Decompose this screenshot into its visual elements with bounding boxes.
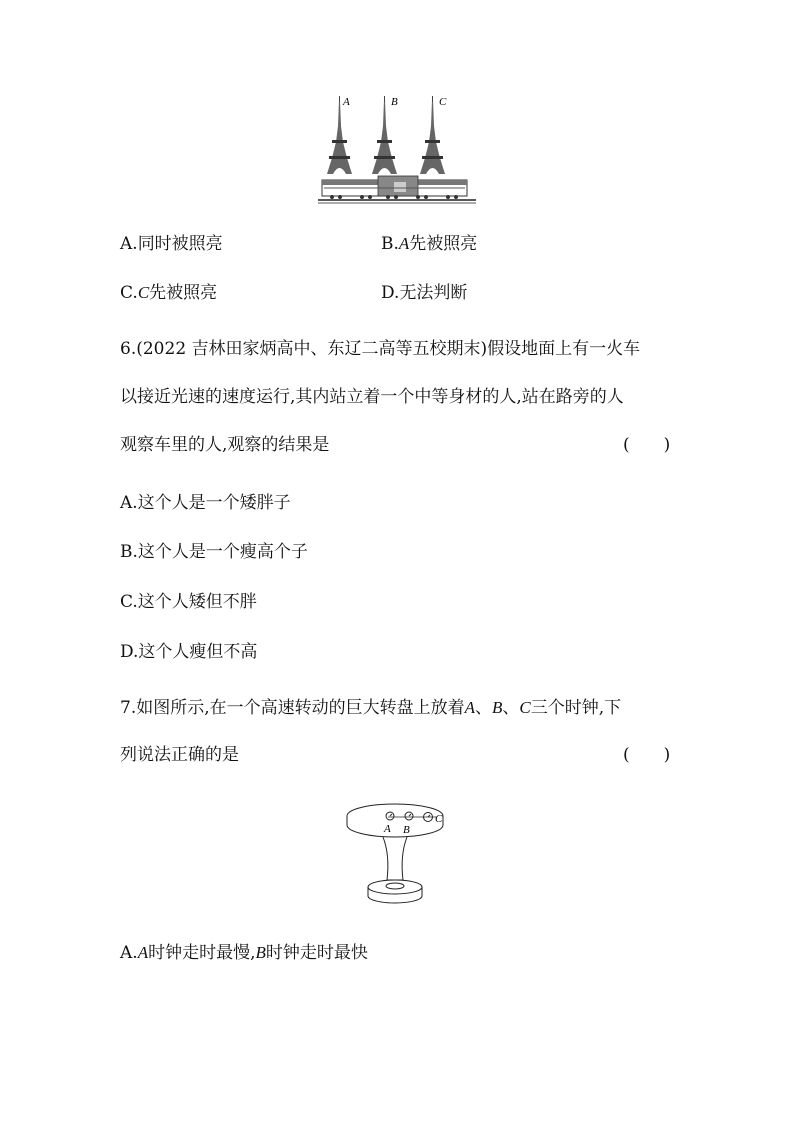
q7-answer-blank: ( )	[623, 745, 671, 765]
q6-source: (2022 吉林田家炳高中、东辽二高等五校期末)	[136, 339, 488, 359]
q6-option-d: D.这个人瘦但不高	[120, 642, 258, 662]
tower-label-b: B	[391, 96, 398, 108]
turntable-base	[368, 880, 422, 894]
q5-option-b: B.A先被照亮	[381, 234, 478, 254]
q6-line-1: 6.(2022 吉林田家炳高中、东辽二高等五校期末)假设地面上有一火车	[120, 339, 641, 359]
tower-label-a: A	[343, 96, 350, 108]
turntable-figure	[340, 795, 460, 915]
q6-answer-blank: ( )	[623, 435, 671, 455]
clock-label-b: B	[403, 824, 410, 836]
q6-number: 6.	[120, 339, 137, 359]
tower-label-c: C	[439, 96, 447, 108]
q7-line-1: 7.如图所示,在一个高速转动的巨大转盘上放着A、B、C三个时钟,下	[120, 698, 622, 718]
clock-label-c: C	[435, 813, 443, 825]
q6-option-b: B.这个人是一个瘦高个子	[120, 542, 308, 562]
towers-train-figure	[318, 92, 478, 212]
q6-option-c: C.这个人矮但不胖	[120, 592, 257, 612]
q5-option-c: C.C先被照亮	[120, 283, 218, 303]
turntable-stem	[383, 837, 407, 880]
q5-option-a: A.同时被照亮	[120, 234, 223, 254]
train	[322, 176, 467, 199]
clock-label-a: A	[384, 823, 391, 835]
q7-option-a: A.A时钟走时最慢,B时钟走时最快	[120, 943, 368, 963]
q6-line-3: 观察车里的人,观察的结果是	[120, 435, 330, 455]
q6-option-a: A.这个人是一个矮胖子	[120, 493, 291, 513]
q7-line-2: 列说法正确的是	[120, 745, 239, 765]
q5-option-d: D.无法判断	[381, 283, 468, 303]
q6-line-2: 以接近光速的速度运行,其内站立着一个中等身材的人,站在路旁的人	[120, 387, 624, 407]
